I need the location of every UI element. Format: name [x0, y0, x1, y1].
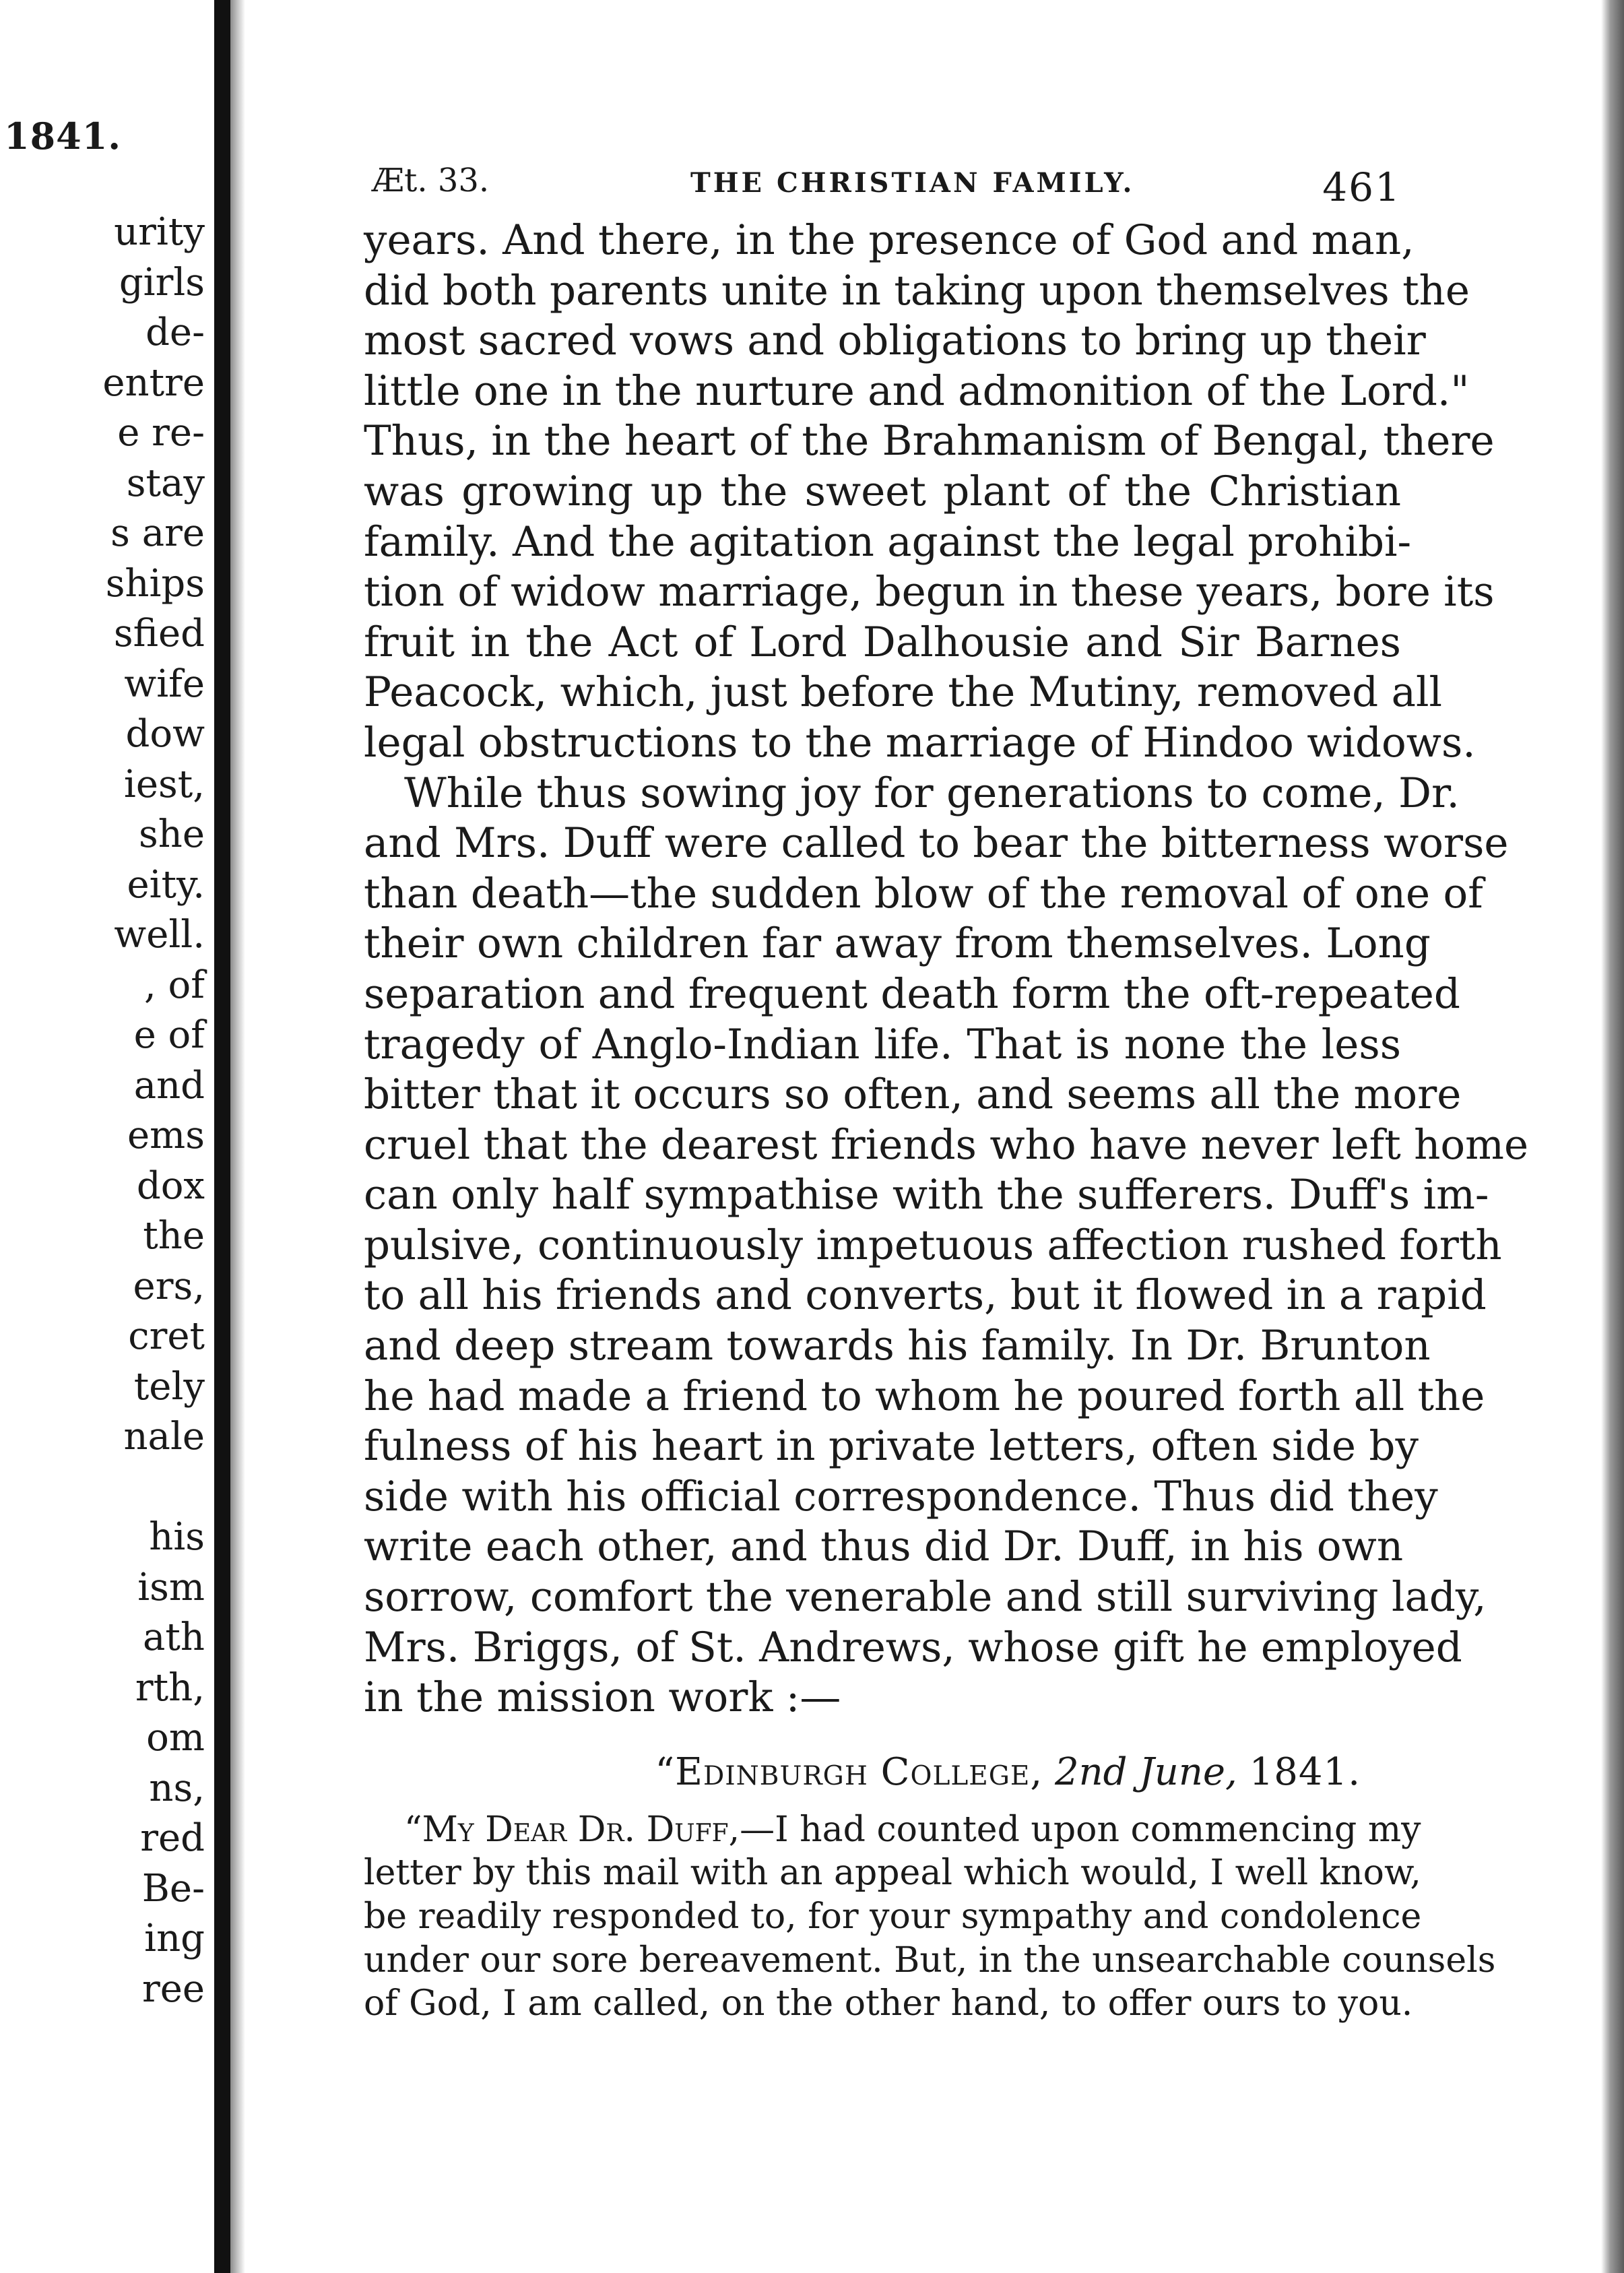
facing-page-fragment	[0, 0, 222, 2273]
text-line: and deep stream towards his family. In Dr. Brunton	[364, 1322, 1431, 1370]
text-line: and Mrs. Duff were called to bear the bitterness worse	[364, 819, 1509, 868]
text-line: write each other, and thus did Dr. Duff, in his own	[364, 1523, 1404, 1571]
text-line: tragedy of Anglo-Indian life. That is none the less	[364, 1020, 1401, 1068]
facing-line: e re-	[117, 411, 205, 455]
facing-line: entre	[102, 360, 205, 405]
book-gutter	[214, 0, 230, 2273]
letter-dateline	[364, 1750, 1401, 1804]
facing-line: she	[139, 812, 205, 856]
facing-line: ers,	[133, 1264, 205, 1308]
text-line: tion of widow marriage, begun in these years, bore its	[364, 568, 1495, 616]
text-line: little one in the nurture and admonition of the Lord."	[364, 366, 1470, 415]
gutter-shadow	[230, 0, 245, 2273]
facing-line: e of	[133, 1013, 205, 1057]
text-line: sorrow, comfort the venerable and still surviving lady,	[364, 1573, 1487, 1622]
facing-line: dox	[136, 1163, 205, 1208]
text-line: most sacred vows and obligations to bring up their	[364, 317, 1426, 365]
facing-page-lines	[102, 207, 205, 2014]
running-head	[364, 155, 1401, 216]
facing-line: red	[140, 1816, 205, 1860]
text-line: While thus sowing joy for generations to come, Dr.	[404, 769, 1460, 817]
text-line: family. And the agitation against the legal prohibi-	[364, 517, 1412, 566]
text-line: did both parents unite in taking upon themselves the	[364, 266, 1470, 315]
text-line: fulness of his heart in private letters, often side by	[364, 1422, 1419, 1471]
text-line: Mrs. Briggs, of St. Andrews, whose gift he employed	[364, 1623, 1462, 1671]
page-edge-shadow	[1601, 0, 1624, 2273]
text-line: separation and frequent death form the oft-repeated	[364, 969, 1460, 1018]
letter-line: letter by this mail with an appeal which would, I well know,	[364, 1853, 1421, 1894]
text-line: legal obstructions to the marriage of Hindoo widows.	[364, 718, 1476, 767]
text-line: Thus, in the heart of the Brahmanism of Bengal, there	[364, 417, 1495, 466]
facing-line-blank	[102, 1463, 205, 1513]
facing-line: the	[143, 1214, 205, 1258]
facing-line: sfied	[113, 612, 205, 655]
facing-page-year: 1841.	[4, 115, 122, 158]
text-line: pulsive, continuously impetuous affection rushed forth	[364, 1221, 1502, 1269]
text-line: side with his official correspondence. Thus did they	[364, 1472, 1438, 1520]
running-head-age: Æt. 33.	[372, 162, 490, 199]
facing-line: ism	[137, 1565, 205, 1609]
letter-line-text: —I had counted upon commencing my	[740, 1809, 1421, 1850]
facing-line: wife	[124, 662, 205, 706]
dateline-place: “Edinburgh College,	[655, 1750, 1043, 1794]
facing-line: ath	[143, 1615, 205, 1659]
book-page	[364, 155, 1529, 2026]
facing-line: ing	[144, 1917, 205, 1960]
text-line: he had made a friend to whom he poured forth all the	[364, 1372, 1485, 1420]
letter-line: under our sore bereavement. But, in the unsearchable counsels	[364, 1940, 1496, 1981]
facing-line: iest,	[123, 762, 205, 806]
facing-line: girls	[119, 260, 205, 305]
facing-line: rth,	[135, 1665, 205, 1710]
letter-line: be readily responded to, for your sympathy and condolence	[364, 1896, 1422, 1937]
text-line: years. And there, in the presence of God and man,	[364, 216, 1415, 264]
facing-line: s are	[110, 511, 205, 555]
facing-line: eity.	[127, 862, 205, 907]
facing-line: stay	[126, 461, 205, 505]
text-line: in the mission work :—	[364, 1673, 841, 1722]
facing-line: dow	[125, 712, 205, 756]
page-number: 461	[1322, 164, 1401, 210]
facing-line: , of	[143, 963, 205, 1007]
text-line: bitter that it occurs so often, and seems all the more	[364, 1070, 1462, 1119]
facing-line: nale	[123, 1415, 205, 1459]
letter-line	[364, 1808, 1421, 1852]
facing-line: and	[133, 1063, 205, 1108]
facing-line: de-	[145, 311, 205, 354]
facing-line: urity	[114, 210, 205, 254]
running-head-title: THE CHRISTIAN FAMILY.	[690, 167, 1135, 199]
letter-salutation: “My Dear Dr. Duff,	[404, 1809, 740, 1850]
text-line: can only half sympathise with the sufferers. Duff's im-	[364, 1171, 1489, 1219]
facing-line: cret	[128, 1314, 205, 1358]
facing-line: tely	[133, 1364, 205, 1409]
text-line: cruel that the dearest friends who have never left home	[364, 1120, 1529, 1169]
dateline-year: 1841.	[1249, 1750, 1361, 1794]
facing-line: om	[146, 1716, 205, 1760]
facing-line: his	[149, 1515, 205, 1559]
text-line: was growing up the sweet plant of the Christian	[364, 467, 1401, 515]
text-line: their own children far away from themselves. Long	[364, 920, 1431, 968]
text-line: than death—the sudden blow of the removal of one of	[364, 869, 1483, 918]
letter-line: of God, I am called, on the other hand, to offer ours to you.	[364, 1983, 1413, 2024]
facing-line: Be-	[141, 1866, 205, 1911]
dateline-date: 2nd June,	[1054, 1750, 1237, 1794]
facing-line: well.	[114, 913, 205, 957]
text-line: fruit in the Act of Lord Dalhousie and Sir Barnes	[364, 618, 1401, 666]
facing-line: ns,	[149, 1766, 205, 1810]
body-text	[364, 216, 1529, 1723]
facing-line: ree	[141, 1966, 205, 2011]
letter-text	[364, 1808, 1496, 2026]
text-line: to all his friends and converts, but it flowed in a rapid	[364, 1271, 1487, 1320]
facing-line: ems	[127, 1114, 205, 1157]
text-line: Peacock, which, just before the Mutiny, removed all	[364, 668, 1443, 717]
facing-line: ships	[105, 561, 205, 606]
